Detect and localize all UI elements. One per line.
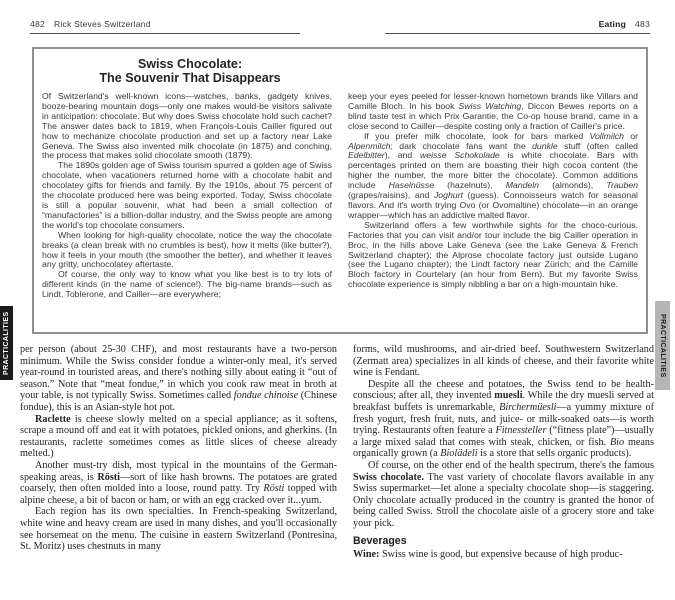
- paragraph: Of Switzerland's well-known icons—watches, banks, gadgety knives, booze-bearing mountain dogs—only one makes would-be visitors salivate in anticipation: chocolate. But why does Swiss chocolate hold such cachet? The answer dates back to 1819, when François-Louis Cailler figured out how to mechanize chocolate production and set up a factory near Lake Geneva. The Swiss also invented milk chocolate (in 1875) and conching, the process that makes solid chocolate smooth (1879).: [42, 91, 332, 161]
- box-column-right: [348, 92, 638, 300]
- paragraph: Of course, on the other end of the health spectrum, there's the famous Swiss chocolate. The vast variety of chocolate flavors available in any Swiss supermarket—let alone a specialty chocolate shop—is staggering. Only chocolate actually produced in the country is granted the honor of being called Swiss. Stroll the chocolate aisle of a grocery store and take your pick.: [353, 459, 654, 529]
- practicalities-tab-right: PRACTICALITIES: [655, 301, 670, 390]
- paragraph: Another must-try dish, most typical in the mountains of the German-speaking areas, is Rösti—sort of like hash browns. The potatoes are grated coarsely, then often molded into a loose, round patty. Try Rösti topped with alpine cheese, a bit of bacon or ham, or with an egg cracked over it...yum.: [20, 459, 338, 506]
- page-header-right: [599, 19, 650, 29]
- sidebar-box-title-line2: The Souvenir That Disappears: [99, 71, 281, 85]
- section-title: Eating: [598, 19, 627, 29]
- paragraph: If you prefer milk chocolate, look for bars marked Vollmilch or Alpenmilch; dark chocolate fans want the dunkle stuff (often called Edelbitter), and weisse Schokolade is white chocolate. Bars with percentages printed on them are boasting their high cocoa content (the higher the number, the more bitter the chocolate). Common additions include Haselnüsse (hazelnuts), Mandeln (almonds), Trauben (grapes/raisins), and Joghurt (guess). Connoisseurs watch for seasonal flavors. And it's worth trying Ovo (or Ovomaltine) chocolate—in an orange wrapper—which has an addictive malted flavor.: [348, 130, 638, 220]
- book-title: Rick Steves Switzerland: [53, 19, 151, 29]
- sidebar-box: [32, 47, 648, 334]
- paragraph: Raclette is cheese slowly melted on a special appliance; as it softens, scrape a mound off and eat it with potatoes, pickled onions, and gherkins. (In restaurants, raclette sometimes comes as little slices of cheese already melted.): [20, 413, 337, 460]
- body-column-left: [20, 344, 337, 596]
- paragraph: Despite all the cheese and potatoes, the Swiss tend to be health-conscious; after all, they invented muesli. While the dry muesli served at breakfast buffets is unremarkable, Birchermüesli—a yummy mixture of fresh yogurt, fresh fruit, nuts, and juice- or milk-soaked oats—is worth trying. Restaurants often feature a Fitnessteller (“fitness plate”)—usually a large mixed salad that comes with steak, chicken, or fish. Bio means organically grown (a Biolädeli is a store that sells organic products).: [353, 378, 654, 460]
- page-number-left: 482: [30, 19, 45, 29]
- body-text: [20, 344, 654, 596]
- sidebar-box-title-line1: Swiss Chocolate:: [137, 57, 243, 71]
- body-column-right: [353, 344, 654, 596]
- paragraph: The 1890s golden age of Swiss tourism spurred a golden age of Swiss chocolate, when vacationers returned home with a chocolate habit and chocolatey gifts for friends and family. By the 1910s, about 75 percent of the chocolate produced here was being exported. Today, Swiss chocolate is still a popular souvenir, what had been a small collection of “manufactories” is a billion-dollar industry, and the Swiss people are among the world's top chocolate consumers.: [42, 160, 332, 230]
- paragraph: Of course, the only way to know what you like best is to try lots of different kinds (in the name of science!). The big-name brands—such as Lindt, Toblerone, and Cailler—are everywhere;: [42, 269, 332, 300]
- paragraph: forms, wild mushrooms, and air-dried beef. Southwestern Switzerland (Zermatt area) specializes in all kinds of cheese, and their favorite white wine is Fendant.: [353, 344, 654, 379]
- sidebar-box-title: [42, 57, 338, 85]
- paragraph: Wine: Swiss wine is good, but expensive because of high produc-: [353, 549, 623, 561]
- practicalities-tab-left: PRACTICALITIES: [0, 306, 13, 380]
- paragraph: Each region has its own specialties. In French-speaking Switzerland, white wine and heavy cream are used in many dishes, and you'll occasionally see horsemeat on the menu. The cuisine in eastern Switzerland (Pontresina, St. Moritz) uses chestnuts in many: [20, 506, 337, 553]
- header-rule-right: [385, 33, 650, 34]
- header-rule-left: [30, 33, 300, 34]
- beverages-heading: Beverages: [353, 534, 407, 547]
- paragraph: When looking for high-quality chocolate, notice the way the chocolate breaks (a clean break with no crumbles is best), how it melts (like butter?), how it feels in your mouth (the smoother the better), and whether it leaves any gritty, unchocolatey aftertaste.: [42, 229, 332, 270]
- box-column-left: [42, 92, 332, 300]
- paragraph: per person (about 25-30 CHF), and most restaurants have a two-person minimum. While the Swiss consider fondue a winter-only meal, it's served year-round in touristed areas, and there's nothing silly about eating it “out of season.” Note that “meat fondue,” in which you cook raw meat in broth at your table, is not typically Swiss. Sometimes called fondue chinoise (Chinese fondue), this is an Asian-style hot pot.: [20, 344, 338, 413]
- page-number-right: 483: [635, 19, 650, 29]
- paragraph: Switzerland offers a few worthwhile sights for the choco-curious. Factories that you can visit and/or tour include the big Cailler operation in Broc, in the hills above Lake Geneva (see the Lake Geneva & French Switzerland chapter); the Alprose chocolate factory just outside Lugano (see the Lugano chapter); the Lindt factory near Zürich; and the Camille Bloch factory in Courtelary (an hour from Bern). But my favorite Swiss chocolate experience is simply nibbling a bar on a high-mountain hike.: [348, 219, 638, 290]
- paragraph: keep your eyes peeled for lesser-known hometown brands like Villars and Camille Bloch. In his book Swiss Watching, Diccon Bewes reports on a blind taste test in which Prix Garantie, the Co-op house brand, came in a close second to Cailler—despite costing only a fraction of Cailler's price.: [348, 91, 638, 131]
- page-header-left: [30, 19, 151, 29]
